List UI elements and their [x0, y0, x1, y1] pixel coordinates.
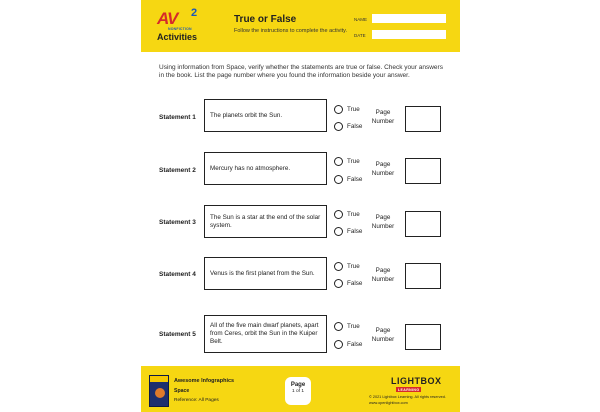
- copyright-text: © 2021 Lightbox Learning. All rights reserved.: [369, 395, 446, 399]
- page-indicator-number: 1 of 1: [291, 389, 304, 394]
- series-title: Awesome Infographics: [174, 378, 235, 384]
- page-number-label: [365, 108, 401, 126]
- false-label: False: [347, 123, 363, 130]
- page-label-line1: Page: [375, 327, 391, 334]
- logo-superscript: 2: [191, 7, 198, 19]
- true-radio[interactable]: [334, 157, 343, 166]
- false-radio[interactable]: [334, 122, 343, 131]
- false-radio[interactable]: [334, 340, 343, 349]
- instructions-text: Using information from Space, verify whether the statements are true or false. Check your answers in the book. List the page number where you found the information beside your answer.: [159, 64, 443, 80]
- lightbox-logo-sub: LEARNING: [398, 387, 420, 392]
- lightbox-logo: LIGHTBOX: [391, 376, 442, 386]
- true-label: True: [347, 106, 360, 113]
- statement-text: The planets orbit the Sun.: [210, 111, 283, 119]
- book-title: Space: [174, 388, 190, 394]
- page-indicator-label: Page: [290, 382, 306, 388]
- page-number-field[interactable]: [405, 211, 441, 237]
- page-label-line1: Page: [375, 161, 391, 168]
- page-label-line2: Number: [371, 276, 395, 283]
- page-title: True or False: [234, 14, 297, 25]
- page-label-line1: Page: [375, 109, 391, 116]
- logo-tagline: NONFICTION: [168, 27, 192, 31]
- statement-label: Statement 5: [159, 331, 196, 338]
- av2-logo: [157, 7, 205, 31]
- false-radio[interactable]: [334, 175, 343, 184]
- page-label-line2: Number: [371, 118, 395, 125]
- statement-label: Statement 1: [159, 114, 196, 121]
- false-radio[interactable]: [334, 227, 343, 236]
- statement-label: Statement 2: [159, 167, 196, 174]
- worksheet-page: [141, 0, 460, 412]
- date-field[interactable]: [372, 30, 446, 39]
- false-label: False: [347, 280, 363, 287]
- page-number-label: [365, 266, 401, 284]
- true-radio[interactable]: [334, 322, 343, 331]
- false-radio[interactable]: [334, 279, 343, 288]
- statement-text-box: [204, 205, 327, 238]
- false-label: False: [347, 176, 363, 183]
- statement-text: All of the five main dwarf planets, apart from Ceres, orbit the Sun in the Kuiper Belt.: [210, 322, 319, 345]
- statement-label: Statement 3: [159, 219, 196, 226]
- statement-text: Venus is the first planet from the Sun.: [210, 269, 315, 277]
- false-label: False: [347, 341, 363, 348]
- false-label: False: [347, 228, 363, 235]
- statement-text-box: [204, 152, 327, 185]
- page-number-label: [365, 326, 401, 344]
- true-label: True: [347, 263, 360, 270]
- name-label: NAME: [354, 17, 368, 22]
- statement-text: Mercury has no atmosphere.: [210, 164, 291, 172]
- page-subtitle: Follow the instructions to complete the activity.: [234, 28, 348, 34]
- true-radio[interactable]: [334, 105, 343, 114]
- page-number-field[interactable]: [405, 158, 441, 184]
- true-label: True: [347, 158, 360, 165]
- statement-text-box: [204, 315, 327, 353]
- date-label: DATE: [354, 33, 366, 38]
- statement-text-box: [204, 99, 327, 132]
- page-indicator: [285, 377, 311, 405]
- true-radio[interactable]: [334, 262, 343, 271]
- header-bar: [141, 0, 460, 52]
- page-label-line1: Page: [375, 267, 391, 274]
- page-number-label: [365, 213, 401, 231]
- reference-text: Reference: All Pages: [174, 398, 219, 403]
- page-label-line2: Number: [371, 223, 395, 230]
- page-label-line1: Page: [375, 214, 391, 221]
- website-link[interactable]: www.openlightbox.com: [369, 401, 408, 405]
- page-label-line2: Number: [371, 170, 395, 177]
- statement-text-box: [204, 257, 327, 290]
- true-label: True: [347, 211, 360, 218]
- planet-icon: [155, 388, 165, 398]
- page-number-field[interactable]: [405, 106, 441, 132]
- statement-text: The Sun is a star at the end of the solar system.: [210, 213, 321, 229]
- page-number-field[interactable]: [405, 263, 441, 289]
- page-label-line2: Number: [371, 336, 395, 343]
- cover-band: [150, 376, 168, 382]
- true-radio[interactable]: [334, 210, 343, 219]
- statement-label: Statement 4: [159, 271, 196, 278]
- logo-label: Activities: [157, 32, 198, 42]
- book-cover-thumbnail: [149, 375, 169, 407]
- page-number-field[interactable]: [405, 324, 441, 350]
- name-field[interactable]: [372, 14, 446, 23]
- true-label: True: [347, 323, 360, 330]
- page-number-label: [365, 160, 401, 178]
- logo-text: AV: [157, 9, 178, 28]
